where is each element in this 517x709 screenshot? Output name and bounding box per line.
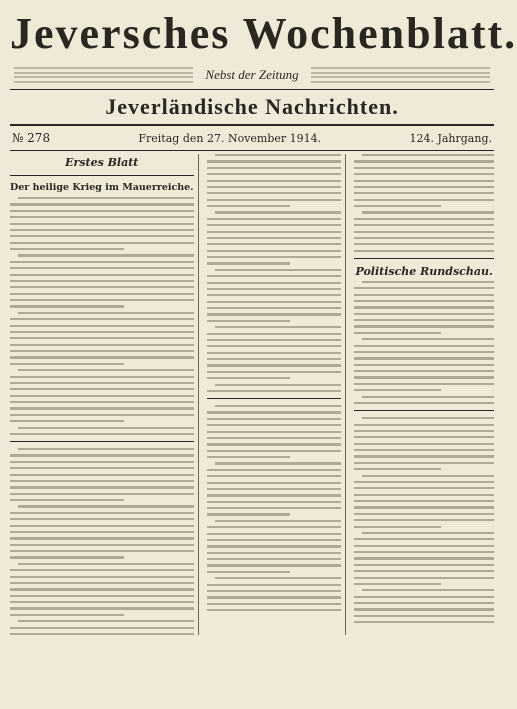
text-line [354, 424, 494, 426]
text-line [354, 173, 494, 175]
text-line [207, 377, 291, 379]
section-title: Politische Rundschau. [355, 264, 493, 278]
text-line [207, 186, 342, 188]
text-line [10, 280, 194, 282]
text-line [10, 414, 194, 416]
text-line [207, 371, 342, 373]
subhead-title: Jeverländische Nachrichten. [105, 94, 399, 119]
column-1 [10, 154, 199, 635]
text-line [10, 582, 194, 584]
text-line [207, 243, 342, 245]
text-line [354, 370, 494, 372]
text-line [207, 571, 291, 573]
text-line [207, 501, 342, 503]
text-line [10, 525, 194, 527]
text-line [10, 614, 124, 616]
text-line [207, 552, 342, 554]
text-line [354, 449, 494, 451]
text-line [10, 401, 194, 403]
text-line [18, 254, 194, 256]
text-line [354, 481, 494, 483]
text-line [354, 287, 494, 289]
text-line [10, 512, 194, 514]
text-line [10, 607, 194, 609]
text-line [354, 487, 494, 489]
text-line [207, 443, 342, 445]
text-line [354, 243, 494, 245]
text-line [354, 192, 494, 194]
text-line [354, 615, 494, 617]
text-line [207, 596, 342, 598]
rule [10, 89, 494, 90]
text-line [354, 602, 494, 604]
text-line [207, 526, 342, 528]
text-line [207, 167, 342, 169]
text-line [18, 620, 194, 622]
text-line [207, 160, 342, 162]
text-line [10, 248, 124, 250]
text-line [10, 454, 194, 456]
text-line [207, 352, 342, 354]
text-line [215, 154, 342, 156]
text-line [10, 229, 194, 231]
feuilleton-text [354, 417, 494, 623]
text-line [10, 216, 194, 218]
text-line [10, 601, 194, 603]
text-line [18, 505, 194, 507]
text-line [207, 475, 342, 477]
text-line [10, 299, 194, 301]
text-line [207, 411, 342, 413]
masthead-title: Jeversches Wochenblatt. [10, 9, 517, 58]
text-line [354, 383, 494, 385]
text-line [10, 407, 194, 409]
column-2 [207, 154, 347, 635]
article-text [354, 281, 494, 404]
text-line [10, 344, 194, 346]
text-line [354, 389, 441, 391]
text-line [354, 430, 494, 432]
text-line [207, 456, 291, 458]
text-line [354, 345, 494, 347]
text-line [362, 396, 494, 398]
text-line [207, 224, 342, 226]
text-line [10, 537, 194, 539]
divider [10, 441, 194, 442]
issue-date: Freitag den 27. November 1914. [138, 132, 322, 145]
text-line [207, 250, 342, 252]
text-line [10, 318, 194, 320]
text-line [215, 326, 342, 328]
text-line [10, 305, 124, 307]
text-line [354, 455, 494, 457]
text-line [10, 461, 194, 463]
masthead-left-note [10, 66, 197, 84]
text-line [10, 210, 194, 212]
text-line [362, 211, 494, 213]
text-line [10, 595, 194, 597]
text-line [10, 486, 194, 488]
text-line [10, 576, 194, 578]
text-line [10, 223, 194, 225]
text-line [10, 480, 194, 482]
text-line [354, 160, 494, 162]
text-line [354, 436, 494, 438]
text-line [10, 420, 124, 422]
text-line [354, 300, 494, 302]
text-line [354, 313, 494, 315]
text-line [207, 564, 342, 566]
text-line [10, 325, 194, 327]
text-line [362, 475, 494, 477]
text-line [207, 609, 342, 611]
text-line [354, 319, 494, 321]
text-line [207, 307, 342, 309]
text-line [354, 462, 494, 464]
text-line [18, 197, 194, 199]
text-line [215, 269, 342, 271]
text-line [207, 488, 342, 490]
text-line [207, 205, 291, 207]
text-line [10, 293, 194, 295]
divider [354, 258, 494, 259]
text-line [354, 538, 494, 540]
text-line [207, 282, 342, 284]
text-line [215, 405, 342, 407]
text-line [362, 532, 494, 534]
text-line [354, 557, 494, 559]
text-line [354, 468, 441, 470]
text-line [207, 469, 342, 471]
text-line [207, 507, 342, 509]
text-line [207, 333, 342, 335]
text-line [18, 369, 194, 371]
text-line [10, 633, 194, 635]
text-line [10, 627, 194, 629]
text-line [354, 545, 494, 547]
text-line [354, 506, 494, 508]
text-line [207, 275, 342, 277]
text-line [354, 180, 494, 182]
columns [10, 154, 494, 635]
masthead-right-note [307, 66, 494, 84]
text-line [215, 577, 342, 579]
text-line [207, 237, 342, 239]
text-line [207, 173, 342, 175]
text-line [354, 218, 494, 220]
text-line [207, 558, 342, 560]
text-line [207, 494, 342, 496]
text-line [10, 274, 194, 276]
text-line [207, 437, 342, 439]
text-line [10, 433, 194, 435]
text-line [10, 376, 194, 378]
text-line [10, 499, 124, 501]
text-line [207, 262, 291, 264]
text-line [10, 388, 194, 390]
text-line [207, 320, 291, 322]
text-line [10, 531, 194, 533]
text-line [207, 603, 342, 605]
text-line [354, 167, 494, 169]
text-line [207, 539, 342, 541]
text-line [354, 443, 494, 445]
text-line [354, 519, 494, 521]
text-line [207, 450, 342, 452]
text-line [354, 205, 441, 207]
text-line [18, 563, 194, 565]
text-line [10, 235, 194, 237]
text-line [354, 294, 494, 296]
text-line [354, 224, 494, 226]
text-line [10, 588, 194, 590]
issue-number: № 278 [12, 131, 51, 145]
text-line [207, 424, 342, 426]
text-line [10, 363, 124, 365]
text-line [207, 545, 342, 547]
text-line [207, 345, 342, 347]
text-line [207, 288, 342, 290]
article-headline: Der heilige Krieg im Mauerreiche. [10, 182, 194, 193]
text-line [362, 154, 494, 156]
text-line [207, 358, 342, 360]
divider [10, 175, 194, 176]
text-line [10, 395, 194, 397]
text-line [354, 250, 494, 252]
text-line [354, 564, 494, 566]
divider [207, 398, 342, 399]
text-line [354, 231, 494, 233]
text-line [207, 418, 342, 420]
text-line [362, 281, 494, 283]
text-line [354, 357, 494, 359]
text-line [215, 462, 342, 464]
text-line [10, 544, 194, 546]
text-line [207, 533, 342, 535]
text-line [362, 589, 494, 591]
text-line [10, 467, 194, 469]
text-line [10, 203, 194, 205]
text-line [354, 513, 494, 515]
text-line [10, 261, 194, 263]
text-line [207, 231, 342, 233]
text-line [354, 621, 494, 623]
text-line [207, 339, 342, 341]
text-line [10, 518, 194, 520]
text-line [354, 570, 494, 572]
text-line [10, 493, 194, 495]
text-line [10, 569, 194, 571]
text-line [215, 520, 342, 522]
text-line [207, 218, 342, 220]
feuilleton-text [207, 405, 342, 611]
text-line [354, 500, 494, 502]
text-line [207, 390, 342, 392]
text-line [354, 237, 494, 239]
column-3 [354, 154, 494, 635]
text-line [362, 417, 494, 419]
text-line [10, 242, 194, 244]
text-line [354, 199, 494, 201]
masthead-subrow [10, 64, 494, 86]
masthead-subtitle: Nebst der Zeitung [205, 67, 299, 82]
article-text [10, 197, 194, 435]
rule [10, 124, 494, 126]
text-line [10, 267, 194, 269]
text-line [207, 364, 342, 366]
text-line [10, 350, 194, 352]
article-text [354, 154, 494, 252]
text-line [215, 211, 342, 213]
text-line [207, 192, 342, 194]
text-line [207, 431, 342, 433]
text-line [10, 382, 194, 384]
issue-year: 124. Jahrgang. [409, 132, 492, 145]
section-title: Erstes Blatt [65, 156, 139, 169]
article-text [207, 154, 342, 392]
text-line [354, 325, 494, 327]
text-line [18, 448, 194, 450]
text-line [10, 337, 194, 339]
text-line [354, 526, 441, 528]
text-line [207, 590, 342, 592]
rule [10, 150, 494, 151]
text-line [10, 331, 194, 333]
text-line [354, 583, 441, 585]
text-line [18, 427, 194, 429]
text-line [354, 596, 494, 598]
text-line [207, 180, 342, 182]
text-line [354, 332, 441, 334]
text-line [10, 556, 124, 558]
text-line [207, 313, 342, 315]
text-line [354, 364, 494, 366]
text-line [215, 384, 342, 386]
text-line [354, 551, 494, 553]
text-line [18, 312, 194, 314]
text-line [207, 256, 342, 258]
text-line [207, 301, 342, 303]
text-line [354, 577, 494, 579]
text-line [10, 550, 194, 552]
feuilleton-text [10, 448, 194, 635]
text-line [207, 294, 342, 296]
text-line [10, 474, 194, 476]
text-line [207, 482, 342, 484]
text-line [10, 286, 194, 288]
text-line [354, 608, 494, 610]
divider [354, 410, 494, 411]
text-line [354, 494, 494, 496]
text-line [10, 356, 194, 358]
dateline [10, 129, 494, 147]
text-line [207, 199, 342, 201]
text-line [354, 402, 494, 404]
text-line [354, 186, 494, 188]
text-line [354, 351, 494, 353]
text-line [362, 338, 494, 340]
text-line [354, 306, 494, 308]
text-line [207, 513, 291, 515]
text-line [207, 584, 342, 586]
text-line [354, 376, 494, 378]
